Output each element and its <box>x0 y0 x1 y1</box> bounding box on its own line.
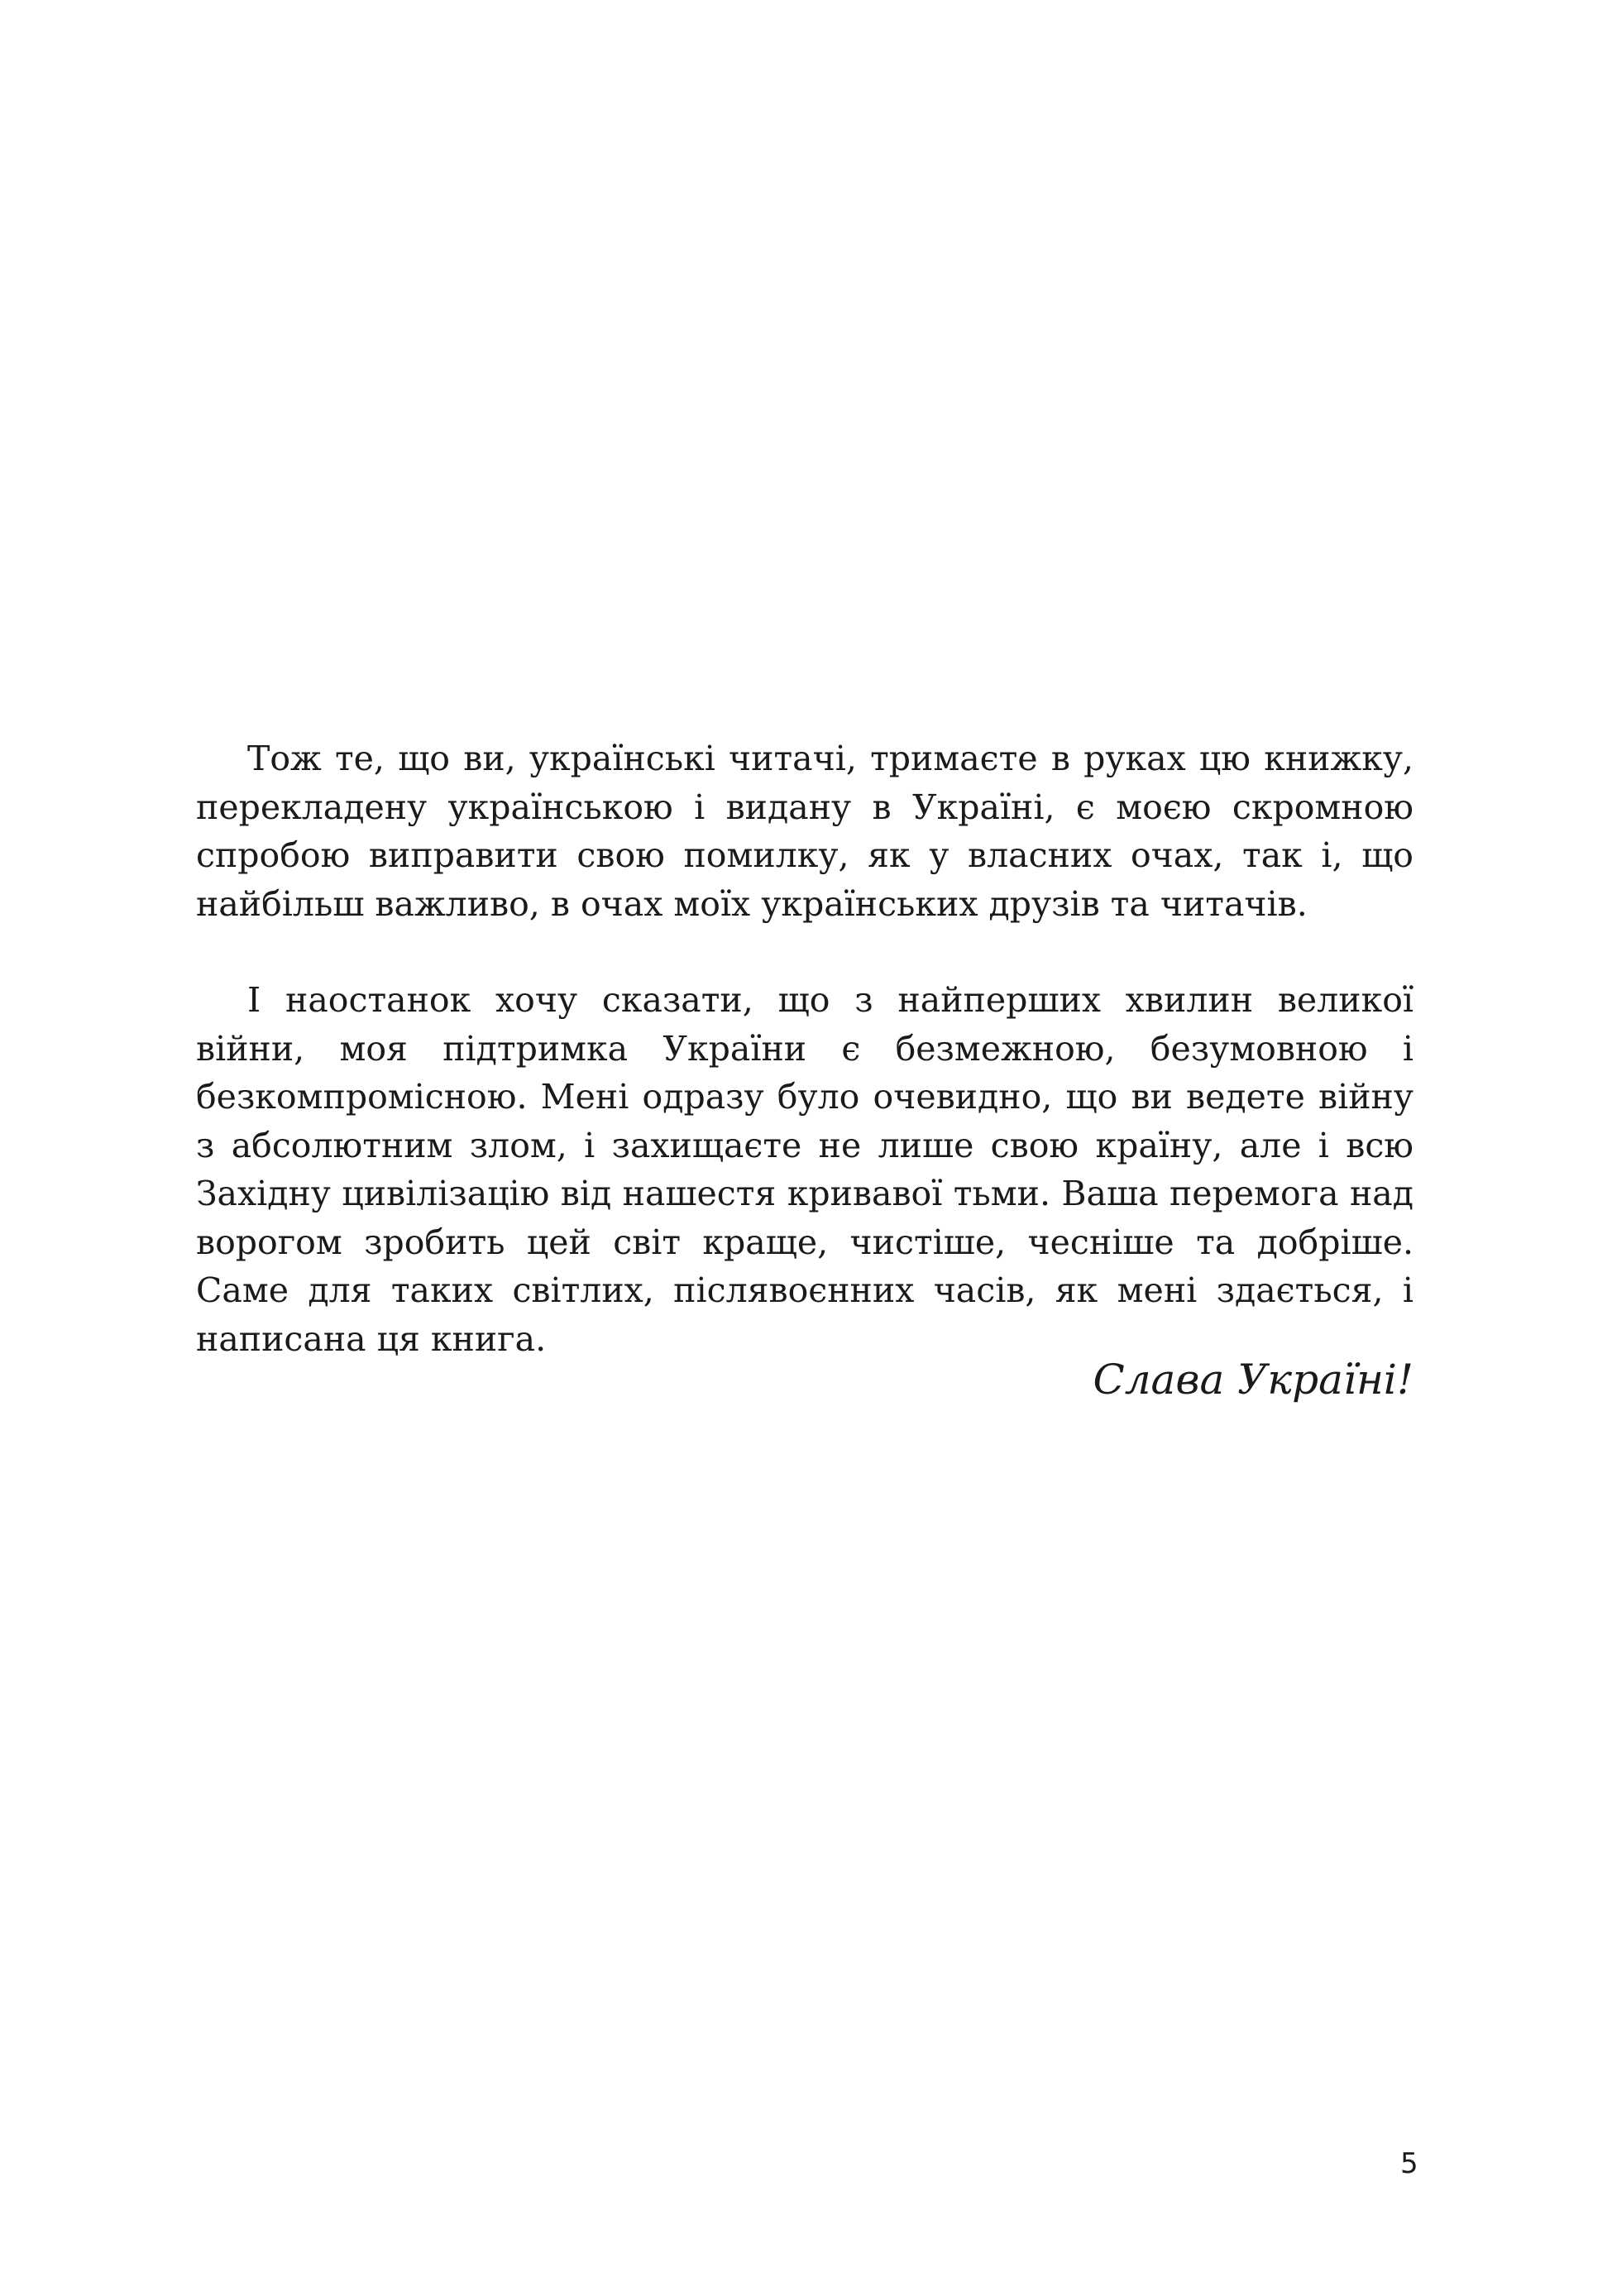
page-number: 5 <box>1400 2147 1418 2180</box>
paragraph-1: Тож те, що ви, українські читачі, тримаєте в руках цю книжку, перекладену українською і видану в Україні, є моєю скромною спробою виправити свою помилку, як у власних очах, так і, що найбільш важливо, в очах моїх українських друзів та читачів. <box>196 739 1413 924</box>
closing-salutation: Слава Україні! <box>1093 1356 1413 1404</box>
paragraph-2: І наостанок хочу сказати, що з найперших хвилин великої війни, моя підтримка України є безмежною, безумовною і безкомпромісною. Мені одразу було очевидно, що ви ведете війну з абсолютним злом, і захищаєте не лише свою країну, але і всю Західну цивілізацію від нашестя кривавої тьми. Ваша перемога над ворогом зробить цей світ краще, чистіше, чесніше та добріше. Саме для таких світлих, післявоєнних часів, як мені здається, і написана ця книга. <box>196 980 1413 1359</box>
body-text <box>196 734 1413 1363</box>
